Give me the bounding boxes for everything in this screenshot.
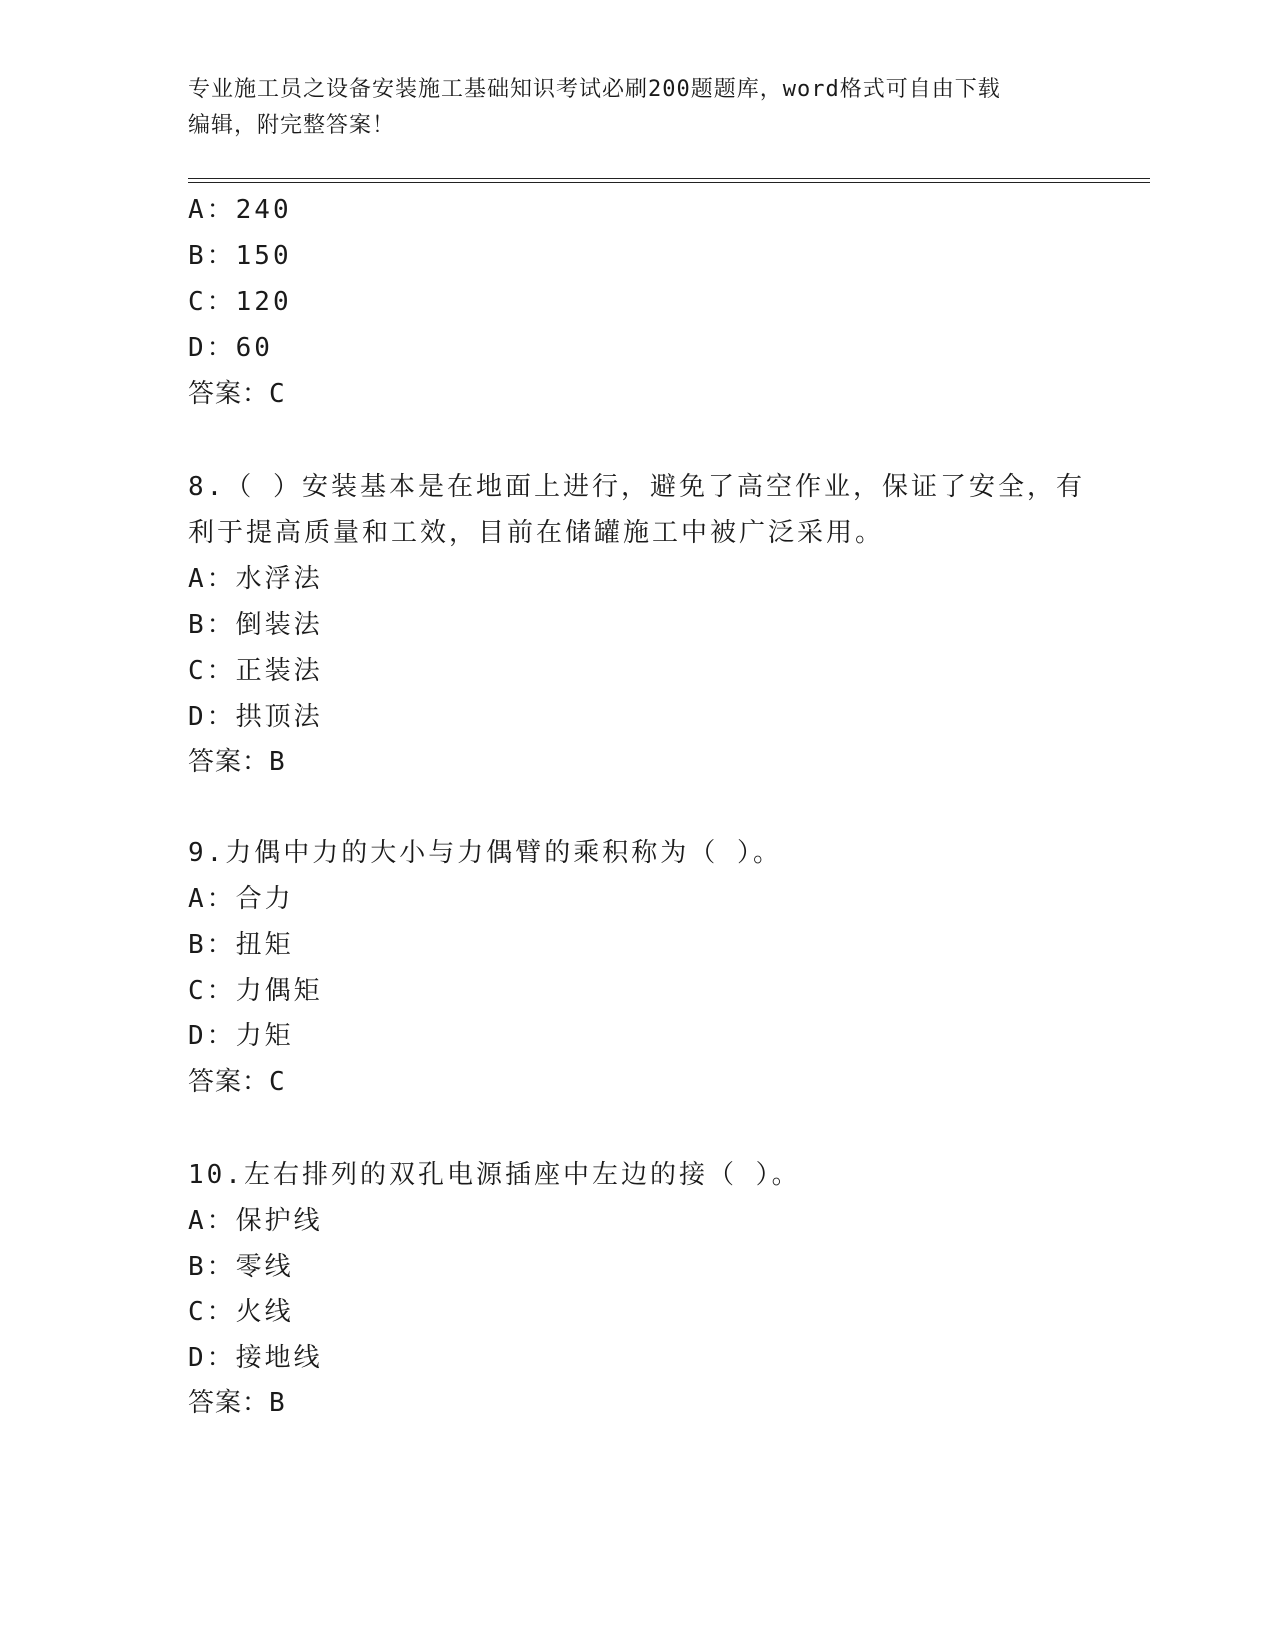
q9-option-a: A：合力 <box>188 884 294 914</box>
q9-stem: 9.力偶中力的大小与力偶臂的乘积称为（ ）。 <box>188 838 782 868</box>
header-divider-top <box>188 178 1150 179</box>
q7-option-b: B：150 <box>188 241 292 271</box>
q10-option-d: D：接地线 <box>188 1343 323 1373</box>
header-title-line-2: 编辑，附完整答案！ <box>188 113 396 138</box>
q9-option-d: D：力矩 <box>188 1021 294 1051</box>
q7-option-c: C：120 <box>188 287 292 317</box>
q10-option-c: C：火线 <box>188 1297 294 1327</box>
q10-answer: 答案：B <box>188 1388 286 1418</box>
q8-stem-line-2: 利于提高质量和工效，目前在储罐施工中被广泛采用。 <box>188 518 885 548</box>
q8-answer: 答案：B <box>188 747 286 777</box>
q8-option-d: D：拱顶法 <box>188 702 323 732</box>
document-header <box>188 72 1088 144</box>
q10-stem: 10.左右排列的双孔电源插座中左边的接（ ）。 <box>188 1160 801 1190</box>
q8-stem-line-1: 8.（ ）安装基本是在地面上进行，避免了高空作业，保证了安全，有 <box>188 472 1085 502</box>
q9-answer: 答案：C <box>188 1067 286 1097</box>
q8-option-b: B：倒装法 <box>188 610 323 640</box>
q10-option-a: A：保护线 <box>188 1206 323 1236</box>
q7-option-a: A：240 <box>188 195 292 225</box>
header-title-line-1: 专业施工员之设备安装施工基础知识考试必刷200题题库，word格式可自由下载 <box>188 77 1001 102</box>
q8-option-c: C：正装法 <box>188 656 323 686</box>
q9-option-c: C：力偶矩 <box>188 976 323 1006</box>
header-divider-bottom <box>188 182 1150 183</box>
q7-answer: 答案：C <box>188 379 286 409</box>
q10-option-b: B：零线 <box>188 1252 294 1282</box>
q9-option-b: B：扭矩 <box>188 930 294 960</box>
q7-option-d: D：60 <box>188 333 273 363</box>
q8-option-a: A：水浮法 <box>188 564 323 594</box>
